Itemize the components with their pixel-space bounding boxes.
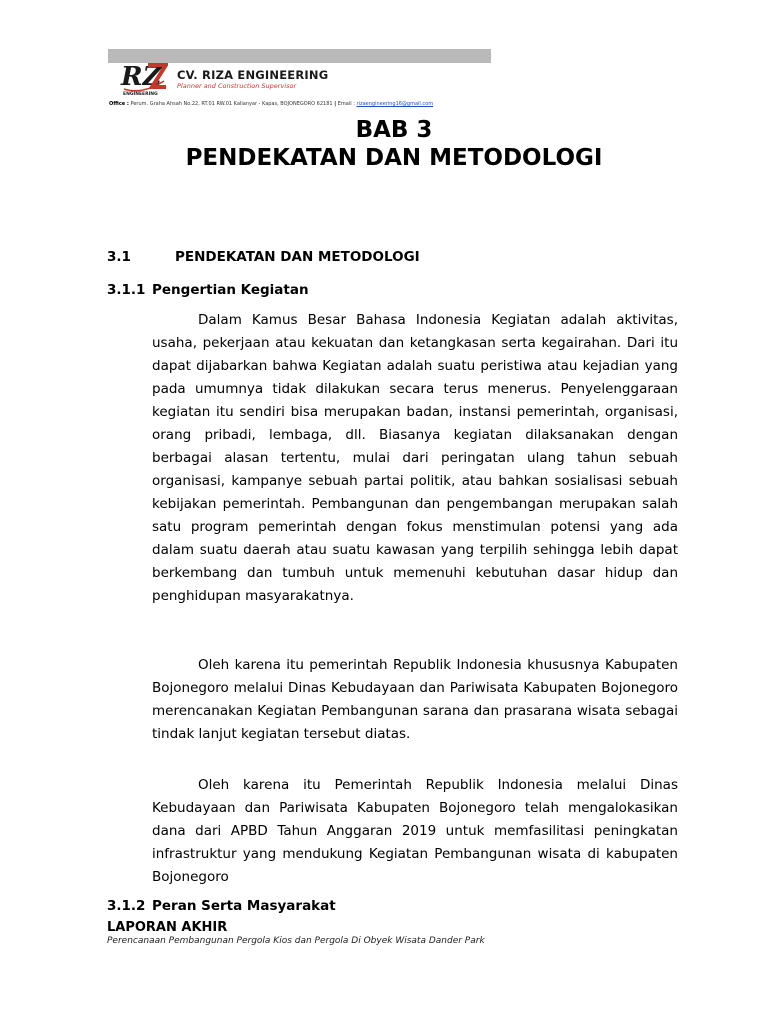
section-title: PENDEKATAN DAN METODOLOGI bbox=[175, 249, 420, 265]
paragraph-2: Oleh karena itu pemerintah Republik Indonesia khususnya Kabupaten Bojonegoro melalui Dinas Kebudayaan dan Pariwisata Kabupaten Bojonegoro merencanakan Kegiatan Pembangunan sarana dan prasarana wisata sebagai tindak lanjut kegiatan tersebut diatas. bbox=[152, 657, 678, 742]
chapter-number: BAB 3 bbox=[355, 117, 433, 143]
subsection1-title: Pengertian Kegiatan bbox=[152, 282, 309, 298]
footer-subtitle: Perencanaan Pembangunan Pergola Kios dan Pergola Di Obyek Wisata Dander Park bbox=[107, 936, 485, 946]
section-number: 3.1 bbox=[107, 249, 131, 265]
chapter-title: PENDEKATAN DAN METODOLOGI bbox=[185, 145, 603, 171]
subsection2-number: 3.1.2 bbox=[107, 898, 146, 914]
subsection1-number: 3.1.1 bbox=[107, 282, 146, 298]
email-label: Email : bbox=[337, 101, 355, 107]
paragraph-1: Dalam Kamus Besar Bahasa Indonesia Kegiatan adalah aktivitas, usaha, pekerjaan atau kekuatan dan ketangkasan serta kegairahan. Dari itu dapat dijabarkan bahwa Kegiatan adalah suatu peristiwa atau kejadian yang pada umumnya tidak dilakukan secara terus menerus. Penyelenggaraan kegiatan itu sendiri bisa merupakan badan, instansi pemerintah, organisasi, orang pribadi, lembaga, dll. Biasanya kegiatan dilaksanakan dengan berbagai alasan tertentu, mulai dari peringatan ulang tahun sebuah organisasi, kampanye sebuah partai politik, atau bahkan sosialisasi sebuah kebijakan pemerintah. Pembangunan dan pengembangan merupakan salah satu program pemerintah dengan fokus menstimulan potensi yang ada dalam suatu daerah atau suatu kawasan yang terpilih sehingga lebih dapat berkembang dan tumbuh untuk memenuhi kebutuhan dasar hidup dan penghidupan masyarakatnya. bbox=[152, 312, 678, 604]
company-name: CV. RIZA ENGINEERING bbox=[177, 68, 329, 82]
office-address: Perum. Graha Ahsah No.22, RT.01 RW.01 Kalianyar - Kapas, BOJONEGORO 62181 bbox=[130, 101, 333, 107]
footer-title: LAPORAN AKHIR bbox=[107, 920, 228, 935]
email-link[interactable]: rizaengineering16@gmail.com bbox=[356, 101, 434, 107]
subsection2-title: Peran Serta Masyarakat bbox=[152, 898, 336, 914]
company-tagline: Planner and Construction Supervisor bbox=[177, 82, 297, 90]
logo-caption: ENGINEERING bbox=[123, 92, 158, 97]
logo-letters: RZ bbox=[121, 62, 162, 92]
office-label: Office : bbox=[109, 101, 129, 107]
office-line: Office : Perum. Graha Ahsah No.22, RT.01 RW.01 Kalianyar - Kapas, BOJONEGORO 62181 | Email : rizaengineering16@gmail.com bbox=[109, 101, 434, 107]
paragraph-3: Oleh karena itu Pemerintah Republik Indonesia melalui Dinas Kebudayaan dan Pariwisata Kabupaten Bojonegoro telah mengalokasikan dana dari APBD Tahun Anggaran 2019 untuk memfasilitasi peningkatan infrastruktur yang mendukung Kegiatan Pembangunan wisata di kabupaten Bojonegoro bbox=[152, 777, 678, 885]
